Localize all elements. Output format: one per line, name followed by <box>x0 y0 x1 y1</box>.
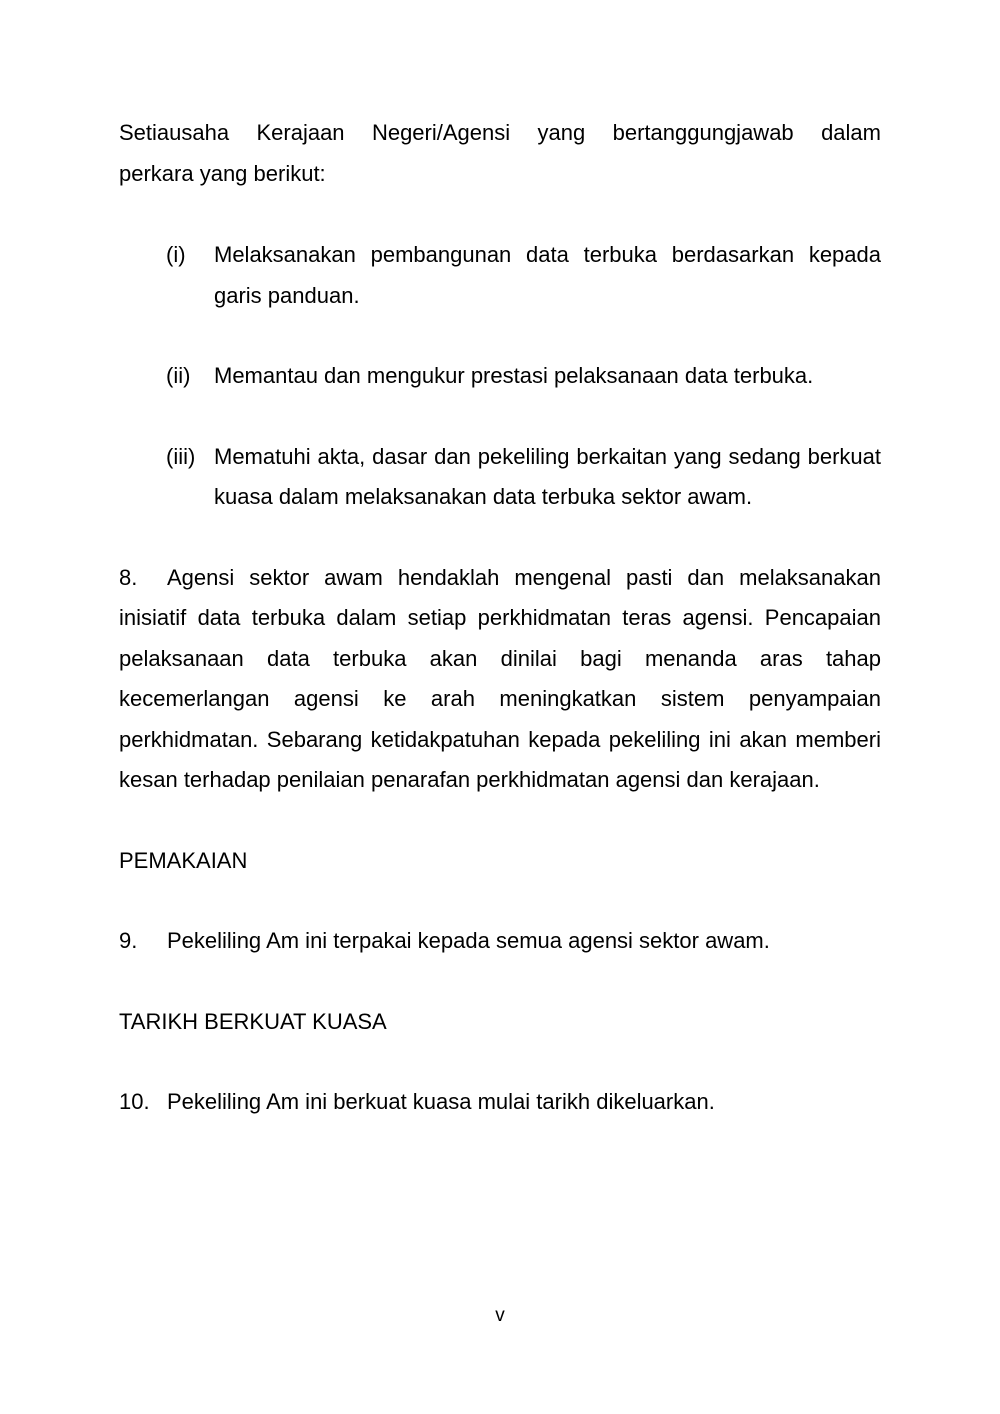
list-number: (ii) <box>166 363 191 388</box>
list-number: (i) <box>166 242 186 267</box>
paragraph-10 <box>119 1082 881 1123</box>
document-body <box>119 113 881 1123</box>
paragraph-number: 9. <box>119 928 138 953</box>
list-text: Melaksanakan pembangunan data terbuka berdasarkan kepada garis panduan. <box>214 242 881 308</box>
intro-line-2: perkara yang berikut: <box>119 160 326 186</box>
list-text: Mematuhi akta, dasar dan pekeliling berkaitan yang sedang berkuat kuasa dalam melaksanakan data terbuka sektor awam. <box>214 443 881 509</box>
intro-line-1: Setiausaha Kerajaan Negeri/Agensi yang bertanggungjawab dalam <box>119 120 881 145</box>
paragraph-number: 8. <box>119 564 138 590</box>
paragraph-text: Agensi sektor awam hendaklah mengenal pasti dan melaksanakan inisiatif data terbuka dalam setiap perkhidmatan teras agensi. Pencapaian pelaksanaan data terbuka akan dinilai bagi menanda aras tahap kecemerlangan agensi ke arah meningkatkan sistem penyampaian perkhidmatan. Sebarang ketidakpatuhan kepada pekeliling ini akan memberi kesan terhadap penilaian penarafan perkhidmatan agensi dan kerajaan. <box>119 564 881 792</box>
paragraph-8 <box>119 558 881 801</box>
section-heading-pemakaian: PEMAKAIAN <box>119 847 248 873</box>
paragraph-9 <box>119 921 881 962</box>
section-heading-tarikh: TARIKH BERKUAT KUASA <box>119 1008 387 1034</box>
page-number: v <box>495 1305 505 1326</box>
list-item-ii <box>119 356 881 397</box>
list-text: Memantau dan mengukur prestasi pelaksanaan data terbuka. <box>214 363 814 388</box>
list-item-iii <box>119 437 881 518</box>
paragraph-number: 10. <box>119 1089 150 1114</box>
paragraph-text: Pekeliling Am ini terpakai kepada semua agensi sektor awam. <box>167 928 770 953</box>
list-item-i <box>119 235 881 316</box>
list-number: (iii) <box>166 443 196 469</box>
paragraph-text: Pekeliling Am ini berkuat kuasa mulai tarikh dikeluarkan. <box>167 1089 715 1114</box>
